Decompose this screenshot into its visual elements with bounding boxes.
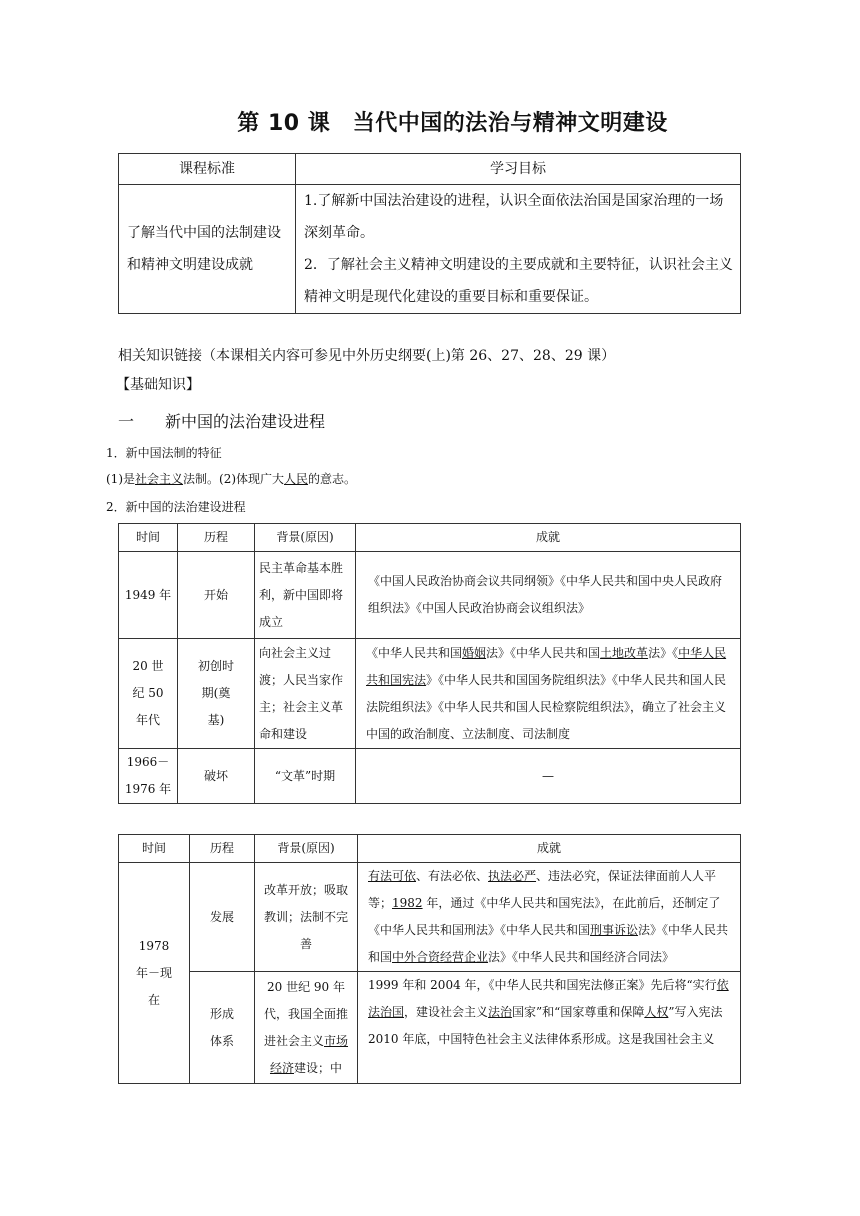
row-1949-time: 1949 年 — [119, 552, 178, 639]
row-development-achievement: 有法可依、有法必依、执法必严、违法必究，保证法律面前人人平等；1982 年，通过《中华人民共和国宪法》，在此前后，还制定了《中华人民共和国刑法》《中华人民共和国刑事诉讼法》《中华人民共和国中外合资经营企业法》《中华人民共和国经济合同法》 — [358, 863, 741, 972]
process-table-2 — [118, 834, 741, 1084]
col-achievement: 成就 — [358, 835, 741, 863]
row-1949-achievement: 《中国人民政治协商会议共同纲领》《中华人民共和国中央人民政府组织法》《中国人民政治协商会议组织法》 — [356, 552, 741, 639]
row-1966-stage: 破坏 — [178, 749, 255, 804]
row-1950s-background: 向社会主义过渡；人民当家作主；社会主义革命和建设 — [255, 639, 356, 749]
section-number: 一 — [118, 412, 135, 431]
blank-socialist: 社会主义 — [135, 472, 184, 486]
row-system-background: 20 世纪 90 年代，我国全面推进社会主义市场经济建设；中 — [255, 972, 358, 1084]
col-stage: 历程 — [178, 524, 255, 552]
row-system-achievement: 1999 年和 2004 年，《中华人民共和国宪法修正案》先后将“实行依法治国，建设社会主义法治国家”和“国家尊重和保障人权”写入宪法 2010 年底，中国特色社会主义法律体系形成。这是我国社会主义 — [358, 972, 741, 1084]
process-table-1 — [118, 523, 741, 804]
row-system-stage: 形成体系 — [190, 972, 255, 1084]
row-1950s-time: 20 世纪 50 年代 — [119, 639, 178, 749]
standard-text: 了解当代中国的法制建设和精神文明建设成就 — [119, 185, 296, 314]
section-title: 新中国的法治建设进程 — [165, 412, 326, 431]
col-stage: 历程 — [190, 835, 255, 863]
item-2-heading: 2．新中国的法治建设进程 — [106, 500, 246, 514]
col-background: 背景(原因) — [255, 524, 356, 552]
row-1966-time: 1966－1976 年 — [119, 749, 178, 804]
col-achievement: 成就 — [356, 524, 741, 552]
page-title: 第 10 课 当代中国的法治与精神文明建设 — [237, 111, 668, 136]
related-link-note: 相关知识链接（本课相关内容可参见中外历史纲要(上)第 26、27、28、29 课） — [118, 348, 616, 364]
basic-knowledge-heading: 【基础知识】 — [116, 377, 200, 393]
row-development-stage: 发展 — [190, 863, 255, 972]
col-background: 背景(原因) — [255, 835, 358, 863]
goal-1: 1.了解新中国法治建设的进程，认识全面依法治国是国家治理的一场深刻革命。 — [304, 193, 724, 241]
row-1978-time: 1978 年－现在 — [119, 863, 190, 1084]
row-development-background: 改革开放；吸取教训；法制不完善 — [255, 863, 358, 972]
row-1950s-achievement: 《中华人民共和国婚姻法》《中华人民共和国土地改革法》《中华人民共和国宪法》《中华人民共和国国务院组织法》《中华人民共和国人民法院组织法》《中华人民共和国人民检察院组织法》，确立了社会主义中国的政治制度、立法制度、司法制度 — [356, 639, 741, 749]
header-standard: 课程标准 — [119, 154, 296, 185]
col-time: 时间 — [119, 524, 178, 552]
row-1950s-stage: 初创时期(奠基) — [178, 639, 255, 749]
row-1949-background: 民主革命基本胜利，新中国即将成立 — [255, 552, 356, 639]
blank-people: 人民 — [284, 472, 309, 486]
curriculum-table — [118, 153, 741, 314]
col-time: 时间 — [119, 835, 190, 863]
row-1966-achievement: — — [356, 749, 741, 804]
row-1966-background: “文革”时期 — [255, 749, 356, 804]
header-goal: 学习目标 — [296, 154, 741, 185]
goal-cell — [296, 185, 741, 314]
goal-2: 2．了解社会主义精神文明建设的主要成就和主要特征，认识社会主义精神文明是现代化建设的重要目标和重要保证。 — [304, 257, 733, 305]
item-1-heading: 1．新中国法制的特征 — [106, 446, 222, 460]
row-1949-stage: 开始 — [178, 552, 255, 639]
item-1-content: (1)是社会主义法制。(2)体现广大人民的意志。 — [106, 472, 357, 486]
